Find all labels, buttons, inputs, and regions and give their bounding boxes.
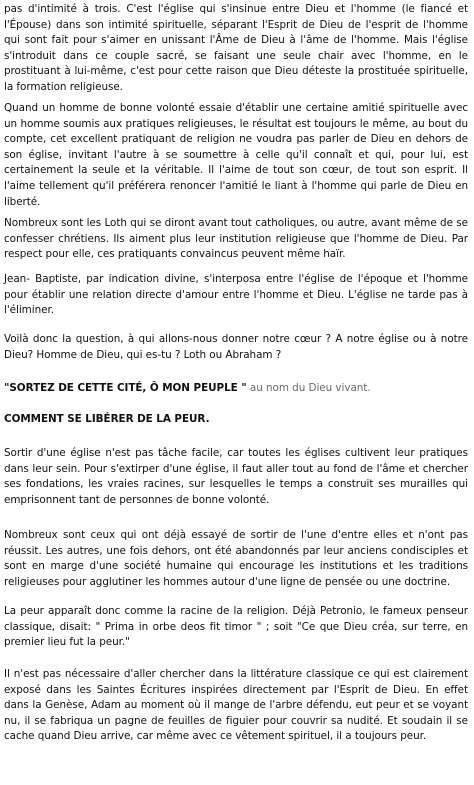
call-rest: au nom du Dieu vivant. xyxy=(246,382,371,394)
paragraph-fear: La peur apparaît donc comme la racine de la religion. Déjà Petronio, le fameux penseur classique, disait: " Prima in orbe deos fit timor " ; soit "Ce que Dieu créa, sur terre, en premier lieu fut la peur." xyxy=(4,605,468,649)
section-heading: COMMENT SE LIBÉRER DE LA PEUR. xyxy=(4,413,210,425)
paragraph-genesis: Il n'est pas nécessaire d'aller chercher dans la littérature classique ce qui est clairement exposé dans les Saintes Écritures inspirées directement par l'Esprit de Dieu. En effet dans la Genèse, Adam au moment où il mange de l'arbre défendu, eut peur et se voyant nu, il se fabriqua un pagne de feuilles de figuier pour couvrir sa nudité. Et soudain il se cache quand Dieu arrive, car même avec ce vêtement spirituel, il a toujours peur. xyxy=(4,668,468,743)
paragraph-call xyxy=(4,381,468,397)
paragraph-leaving: Sortir d'une église n'est pas tâche facile, car toutes les églises cultivent leur pratiques dans leur sein. Pour s'extirper d'une église, il faut aller tout au fond de l'âme et chercher ses fondations, les vraies racines, sur lesquelles le temps a construit ses murailles qui emprisonnent tant de personnes de bonne volonté. xyxy=(4,447,468,506)
paragraph-loth: Nombreux sont les Loth qui se diront avant tout catholiques, ou autre, avant même de se confesser chrétiens. Ils aiment plus leur institution religieuse que l'homme de Dieu. Par respect pour elle, ces pratiquants convaincus peuvent même haïr. xyxy=(4,217,468,261)
call-quote: "SORTEZ DE CETTE CITÉ, Ô MON PEUPLE " xyxy=(4,382,247,394)
paragraph-intimacy: pas d'intimité à trois. C'est l'église qui s'insinue entre Dieu et l'homme (le fiancé et l'Épouse) dans son intimité spirituelle, séparant l'Esprit de Dieu de l'esprit de l'homme qui sont fait pour s'aimer en unissant l'Âme de Dieu à l'âme de l'homme. Mais l'église s'introduit dans ce couple sacré, se faisant une seule chair avec l'homme, en le prostituant à lui-même, c'est pour cette raison que Dieu déteste la prostituée spirituelle, la formation religieuse. xyxy=(4,3,468,93)
paragraph-jean-baptiste: Jean- Baptiste, par indication divine, s'interposa entre l'église de l'époque et l'homme pour établir une relation directe d'amour entre l'homme et Dieu. L'église ne tarde pas à l'éliminer. xyxy=(4,273,468,317)
paragraph-friendship: Quand un homme de bonne volonté essaie d'établir une certaine amitié spirituelle avec un homme soumis aux pratiques religieuses, le résultat est toujours le même, au bout du compte, cet excellent pratiquant de religion ne voudra pas parler de Dieu en dehors de son église, invitant l'autre à se soumettre à celle qu'il connaît et qui, pour lui, est certainement la seule et la véritable. Il l'aime de tout son cœur, de tout son esprit. Il l'aime tellement qu'il préférera renoncer l'amitié le liant à l'homme qui parle de Dieu en liberté. xyxy=(4,102,468,208)
paragraph-question: Voilà donc la question, à qui allons-nous donner notre cœur ? A notre église ou à notre Dieu? Homme de Dieu, qui es-tu ? Loth ou Abraham ? xyxy=(4,333,468,361)
paragraph-many: Nombreux sont ceux qui ont déjà essayé de sortir de l'une d'entre elles et n'ont pas réussit. Les autres, une fois dehors, ont été abandonnés par leur anciens condisciples et sont en marge d'une société humaine qui encourage les institutions et les traditions religieuses pour agglutiner les hommes autour d'une ligne de pensée ou une doctrine. xyxy=(4,529,468,588)
